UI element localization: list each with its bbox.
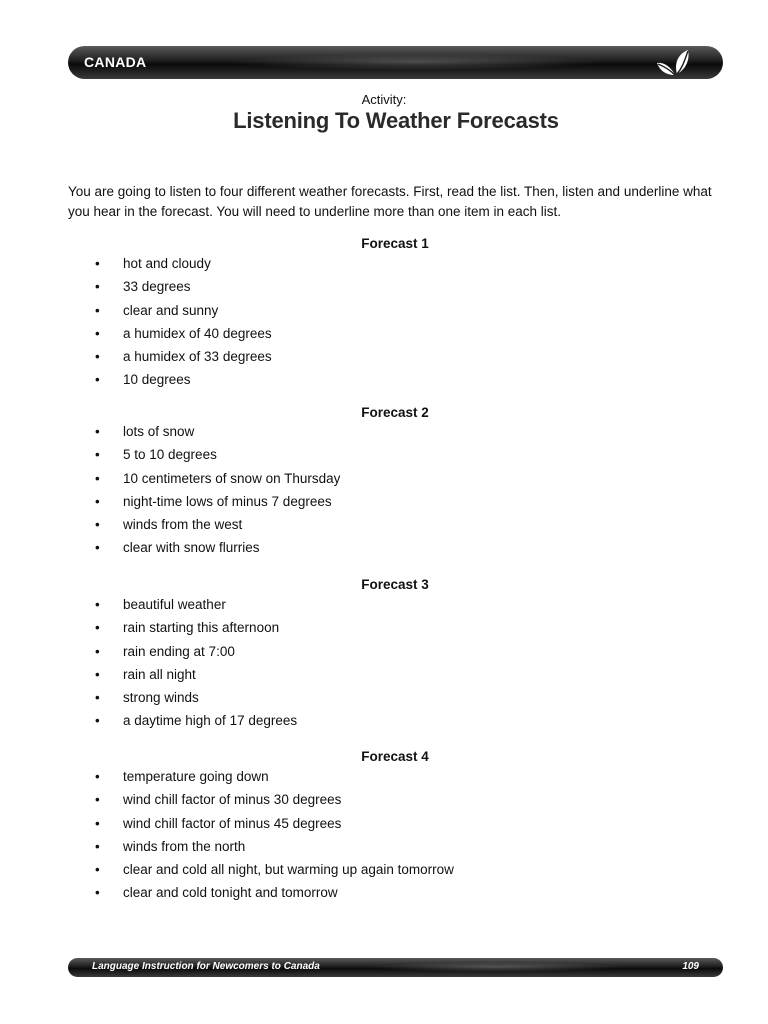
bullet: • <box>95 643 100 659</box>
bullet: • <box>95 325 100 341</box>
item-text: a humidex of 33 degrees <box>123 349 272 365</box>
item-text: clear and cold all night, but warming up again tomorrow <box>123 862 454 878</box>
item-text: wind chill factor of minus 45 degrees <box>123 815 342 831</box>
item-text: night-time lows of minus 7 degrees <box>123 493 332 509</box>
bullet: • <box>95 424 100 439</box>
item-text: 33 degrees <box>123 279 191 295</box>
forecast-title: Forecast 4 <box>361 749 429 764</box>
bullet: • <box>95 256 100 271</box>
bullet: • <box>95 493 100 509</box>
item-text: a humidex of 40 degrees <box>123 325 272 341</box>
item-text: temperature going down <box>123 769 269 784</box>
item-text: 10 degrees <box>123 372 191 388</box>
forecast-title: Forecast 1 <box>361 236 429 251</box>
item-text: clear and sunny <box>123 302 219 318</box>
item-text: clear with snow flurries <box>123 540 260 556</box>
leaf-icon <box>653 47 693 79</box>
item-text: rain starting this afternoon <box>123 620 280 636</box>
bullet: • <box>95 666 100 682</box>
bullet: • <box>95 620 100 636</box>
bullet: • <box>95 540 100 556</box>
footer-text: Language Instruction for Newcomers to Canada <box>92 961 320 972</box>
item-text: 5 to 10 degrees <box>123 447 217 463</box>
bullet: • <box>95 597 100 612</box>
activity-label: Activity: <box>361 92 407 107</box>
header-bar <box>68 46 723 79</box>
item-text: winds from the west <box>123 517 243 533</box>
intro-paragraph: You are going to listen to four different weather forecasts. First, read the list. Then, listen and underline what you hear in the forecast. You will need to underline more than one item in each list. <box>68 184 712 219</box>
bullet: • <box>95 815 100 831</box>
item-text: lots of snow <box>123 424 195 439</box>
item-text: rain all night <box>123 666 196 682</box>
bullet: • <box>95 447 100 463</box>
bullet: • <box>95 470 100 486</box>
bullet: • <box>95 517 100 533</box>
item-text: clear and cold tonight and tomorrow <box>123 885 338 901</box>
item-text: rain ending at 7:00 <box>123 643 235 659</box>
bullet: • <box>95 792 100 808</box>
item-text: strong winds <box>123 690 199 706</box>
bullet: • <box>95 690 100 706</box>
forecast-title: Forecast 2 <box>361 405 429 420</box>
item-text: winds from the north <box>123 838 246 854</box>
bullet: • <box>95 838 100 854</box>
page-number: 109 <box>682 961 699 972</box>
bullet: • <box>95 885 100 901</box>
bullet: • <box>95 279 100 295</box>
bullet: • <box>95 349 100 365</box>
bullet: • <box>95 302 100 318</box>
item-text: beautiful weather <box>123 597 226 612</box>
bullet: • <box>95 713 100 729</box>
header-label: CANADA <box>84 54 147 70</box>
item-text: wind chill factor of minus 30 degrees <box>123 792 342 808</box>
item-text: 10 centimeters of snow on Thursday <box>123 470 341 486</box>
item-text: hot and cloudy <box>123 256 211 271</box>
footer-bar <box>68 958 723 977</box>
page-title: Listening To Weather Forecasts <box>233 108 559 133</box>
bullet: • <box>95 862 100 878</box>
item-text: a daytime high of 17 degrees <box>123 713 298 729</box>
bullet: • <box>95 769 100 784</box>
forecast-title: Forecast 3 <box>361 577 429 592</box>
bullet: • <box>95 372 100 388</box>
